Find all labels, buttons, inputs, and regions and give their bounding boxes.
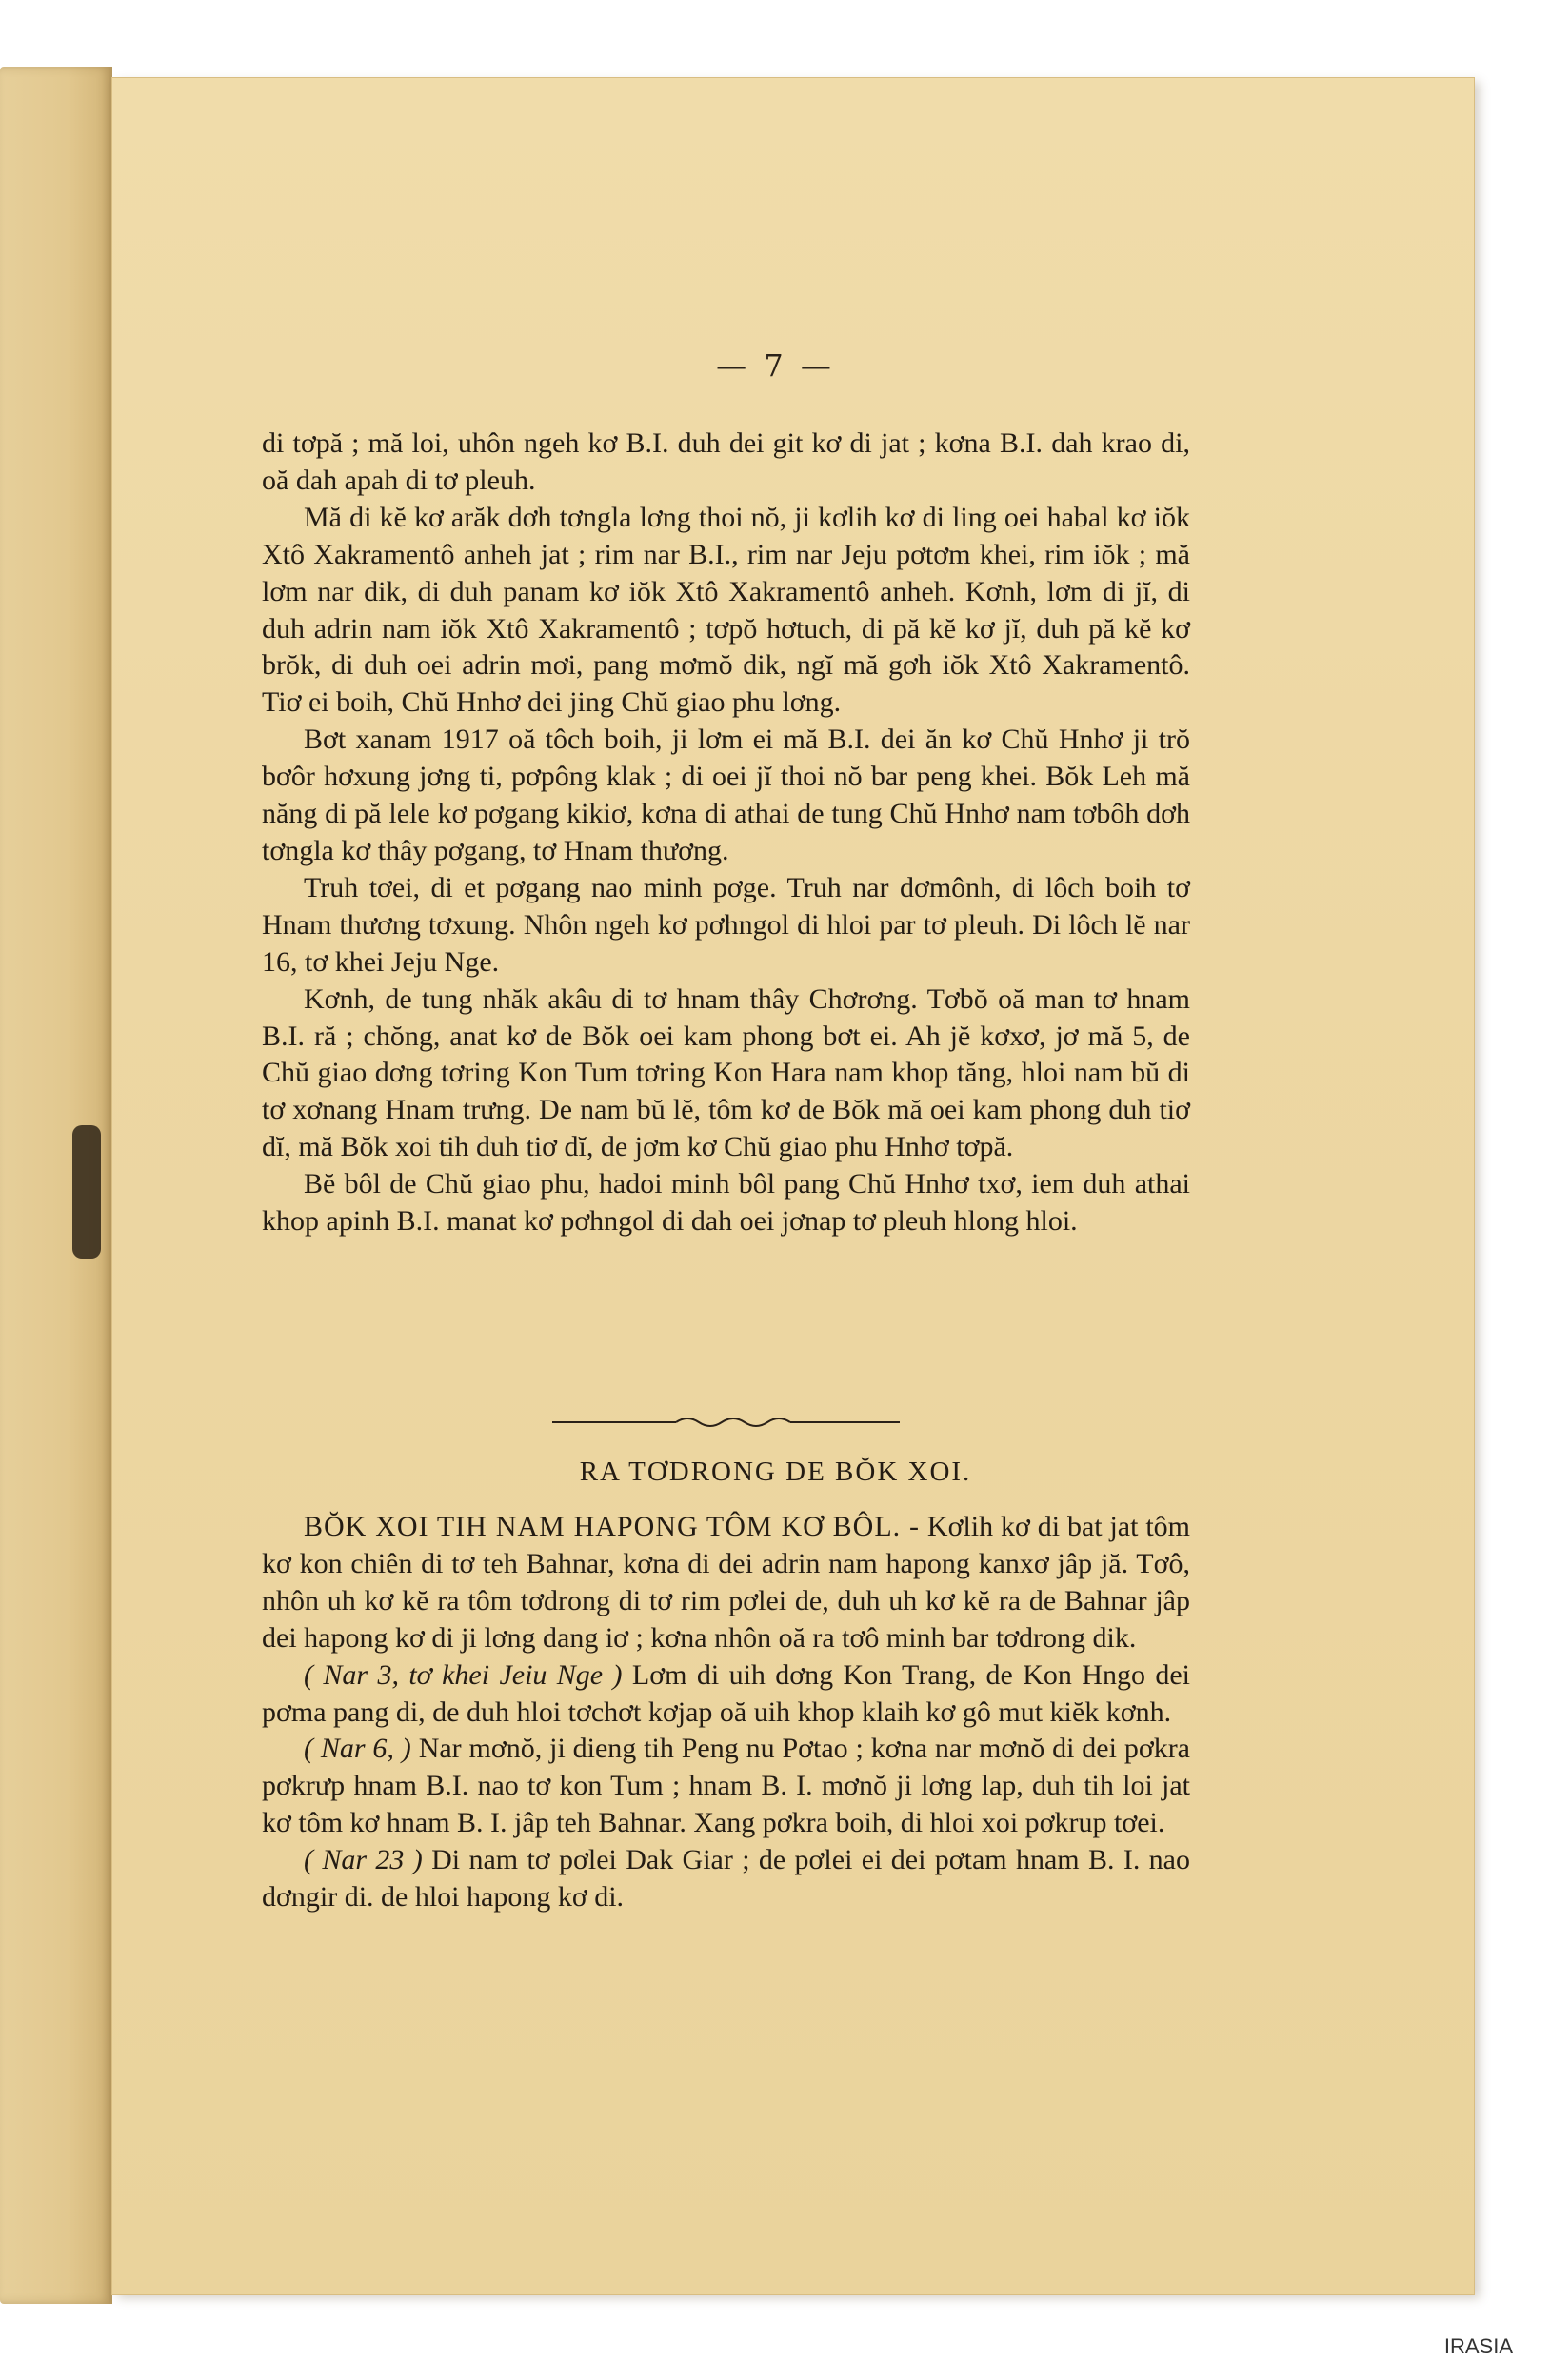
paragraph: Bĕ bôl de Chŭ giao phu, hadoi minh bôl pang Chŭ Hnhơ txơ, iem duh athai khop apinh B.I. manat kơ pơhngol di dah oei jơnap tơ pleuh hlong hloi.: [262, 1168, 1190, 1238]
entry-text: Lơm di uih dơng Kon Trang, de Kon Hngo dei pơma pang di, de duh hloi tơchơt kơjap oă uih khop klaih kơ gô mut kiĕk kơnh.: [262, 1658, 1190, 1728]
section-2-text: [262, 1509, 1190, 1916]
lead-paragraph: [262, 1509, 1190, 1657]
section-heading: RA TƠDRONG DE BŎK XOI.: [579, 1457, 972, 1487]
paragraph: Bơt xanam 1917 oă tôch boih, ji lơm ei mă B.I. dei ăn kơ Chŭ Hnhơ ji trŏ bơôr hơxung jơng ti, pơpông klak ; di oei jĭ thoi nŏ bar peng khei. Bŏk Leh mă năng di pă lele kơ pơgang kikiơ, kơna di athai de tung Chŭ Hnhơ nam tơbôh dơh tơngla kơ thây pơgang, tơ Hnam thương.: [262, 724, 1190, 866]
paragraph: Kơnh, de tung nhăk akâu di tơ hnam thây Chơrơng. Tơbŏ oă man tơ hnam B.I. ră ; chŏng, anat kơ de Bŏk oei kam phong bơt ei. Ah jĕ kơxơ, jơ mă 5, de Chŭ giao dơng tơring Kon Tum tơring Kon Hara nam khop tăng, hloi nam bŭ di tơ xơnang Hnam trưng. De nam bŭ lĕ, tôm kơ de Bŏk mă oei kam phong duh tiơ dĭ, mă Bŏk xoi tih duh tiơ dĭ, de jơm kơ Chŭ giao phu Hnhơ tơpă.: [262, 982, 1190, 1163]
binding-stain: [72, 1125, 101, 1259]
paragraph: Truh tơei, di et pơgang nao minh pơge. Truh nar dơmônh, di lôch boih tơ Hnam thương tơxung. Nhôn ngeh kơ pơhngol di hloi par tơ pleuh. Di lôch lĕ nar 16, tơ khei Jeju Nge.: [262, 871, 1190, 978]
lead-title: BŎK XOI TIH NAM HAPONG TÔM KƠ BÔL. -: [304, 1511, 921, 1542]
entry-date: ( Nar 23 ): [304, 1844, 423, 1876]
entry: [262, 1657, 1190, 1732]
paragraph: Mă di kĕ kơ arăk dơh tơngla lơng thoi nŏ, ji kơlih kơ di ling oei habal kơ iŏk Xtô Xakramentô anheh jat ; rim nar B.I., rim nar Jeju pơtơm khei, rim iŏk ; mă lơm nar dik, di duh panam kơ iŏk Xtô Xakramentô anheh. Kơnh, lơm di jĭ, di duh adrin nam iŏk Xtô Xakramentô ; tơpŏ hơtuch, di pă kĕ kơ jĭ, duh pă kĕ kơ brŏk, di duh oei adrin mơi, pang mơmŏ dik, ngĭ mă gơh iŏk Xtô Xakramentô. Tiơ ei boih, Chŭ Hnhơ dei jing Chŭ giao phu lơng.: [262, 501, 1190, 719]
page-number: — 7 —: [716, 347, 835, 384]
lead-body: Kơlih kơ di bat jat tôm kơ kon chiên di tơ teh Bahnar, kơna di dei adrin nam hapong kanxơ jâp jă. Tơô, nhôn uh kơ kĕ ra tôm tơdrong di tơ rim pơlei de, duh uh kơ kĕ ra de Bahnar jâp dei hapong kơ di ji lơng dang iơ ; kơna nhôn oă ra tơô minh bar tơdrong dik.: [262, 1511, 1190, 1654]
entry-date: ( Nar 3, tơ khei Jeiu Nge ): [304, 1658, 623, 1691]
entry-text: Di nam tơ pơlei Dak Giar ; de pơlei ei dei pơtam hnam B. I. nao dơngir di. de hloi hapong kơ di.: [262, 1844, 1190, 1914]
paragraph: di tơpă ; mă loi, uhôn ngeh kơ B.I. duh dei git kơ di jat ; kơna B.I. dah krao di, oă dah apah di tơ pleuh.: [262, 427, 1190, 496]
watermark: IRASIA: [1443, 2334, 1513, 2358]
entry-text: Nar mơnŏ, ji dieng tih Peng nu Pơtao ; kơna nar mơnŏ di dei pơkra pơkrưp hnam B.I. nao tơ kon Tum ; hnam B. I. mơnŏ ji lơng lap, duh tih loi jat kơ tôm kơ hnam B. I. jâp teh Bahnar. Xang pơkra boih, di hloi xoi pơkrup tơei.: [262, 1733, 1190, 1839]
entry: [262, 1842, 1190, 1916]
ornamental-divider: [552, 1413, 900, 1432]
entry-date: ( Nar 6, ): [304, 1733, 411, 1765]
section-1-text: [262, 426, 1190, 1240]
entry: [262, 1731, 1190, 1842]
